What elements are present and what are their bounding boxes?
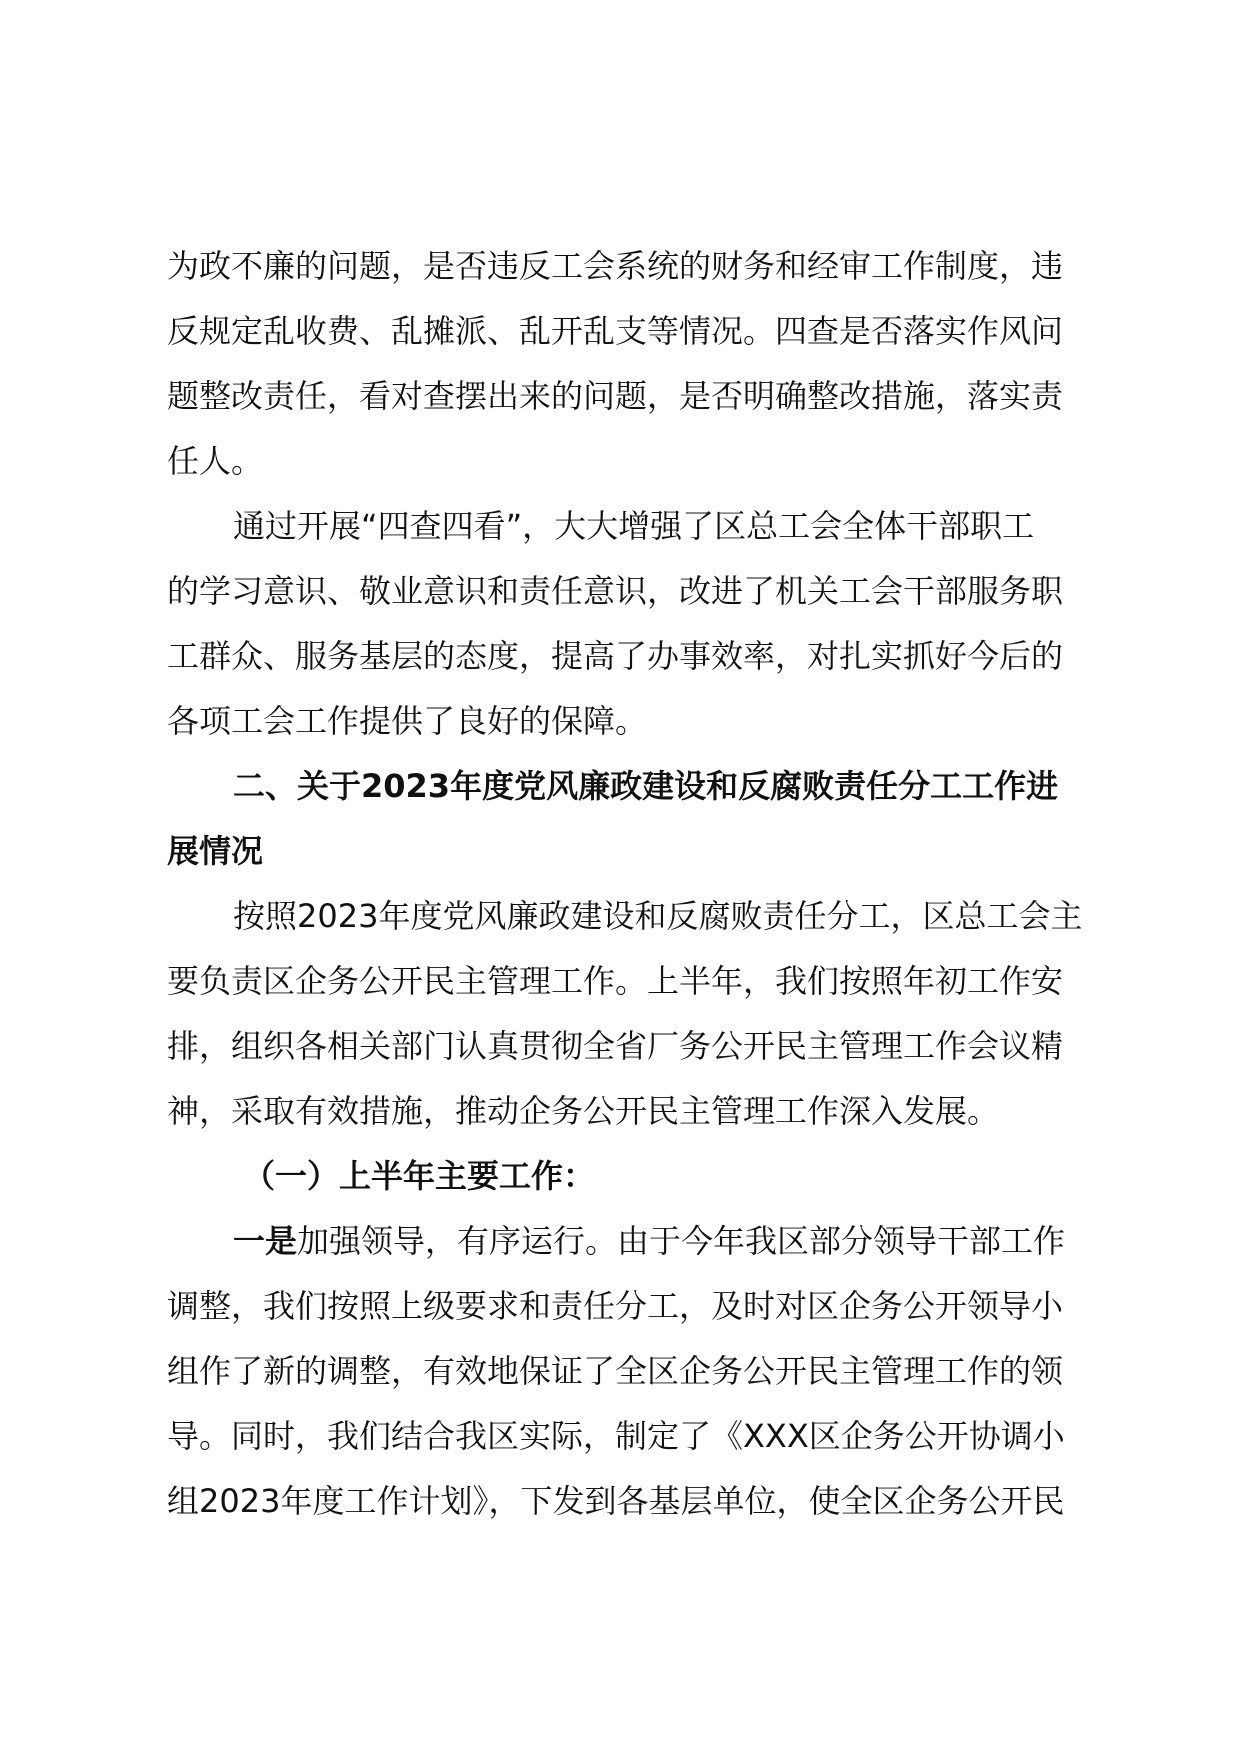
text-line: 导。同时，我们结合我区实际，制定了《XXX区企务公开协调小 xyxy=(167,1417,1065,1455)
text-line xyxy=(167,1209,1119,1274)
text-line: 按照2023年度党风廉政建设和反腐败责任分工，区总工会主 xyxy=(233,897,1083,935)
heading-line: 展情况 xyxy=(167,832,264,870)
text-line: 调整，我们按照上级要求和责任分工，及时对区企务公开领导小 xyxy=(167,1287,1064,1325)
text-line: 题整改责任，看对查摆出来的问题，是否明确整改措施，落实责 xyxy=(167,377,1064,415)
text-line: 要负责区企务公开民主管理工作。上半年，我们按照年初工作安 xyxy=(167,962,1064,1000)
paragraph-4 xyxy=(167,1209,1119,1534)
subheading-1: （一）上半年主要工作： xyxy=(243,1157,596,1195)
paragraph-2 xyxy=(167,494,1119,754)
text-line: 通过开展“四查四看”，大大增强了区总工会全体干部职工 xyxy=(233,507,1035,545)
text-line: 任人。 xyxy=(167,442,264,480)
text-line: 为政不廉的问题，是否违反工会系统的财务和经审工作制度，违 xyxy=(167,247,1064,285)
text-line: 组2023年度工作计划》，下发到各基层单位，使全区企务公开民 xyxy=(167,1482,1065,1520)
paragraph-1 xyxy=(167,234,1119,494)
text-line: 反规定乱收费、乱摊派、乱开乱支等情况。四查是否落实作风问 xyxy=(167,312,1064,350)
text-line: 工群众、服务基层的态度，提高了办事效率，对扎实抓好今后的 xyxy=(167,637,1064,675)
text-fragment: 加强领导，有序运行。由于今年我区部分领导干部工作 xyxy=(297,1222,1066,1260)
section-heading-2 xyxy=(167,754,1119,884)
text-line: 神，采取有效措施，推动企务公开民主管理工作深入发展。 xyxy=(167,1092,1000,1130)
text-line: 的学习意识、敬业意识和责任意识，改进了机关工会干部服务职 xyxy=(167,572,1064,610)
paragraph-3 xyxy=(167,884,1119,1144)
text-line: 组作了新的调整，有效地保证了全区企务公开民主管理工作的领 xyxy=(167,1352,1064,1390)
document-body xyxy=(167,234,1119,1534)
text-line: 排，组织各相关部门认真贯彻全省厂务公开民主管理工作会议精 xyxy=(167,1027,1064,1065)
lead-bold-text: 一是 xyxy=(233,1222,298,1260)
text-line: 各项工会工作提供了良好的保障。 xyxy=(167,702,648,740)
heading-line: 二、关于2023年度党风廉政建设和反腐败责任分工工作进 xyxy=(233,767,1059,805)
